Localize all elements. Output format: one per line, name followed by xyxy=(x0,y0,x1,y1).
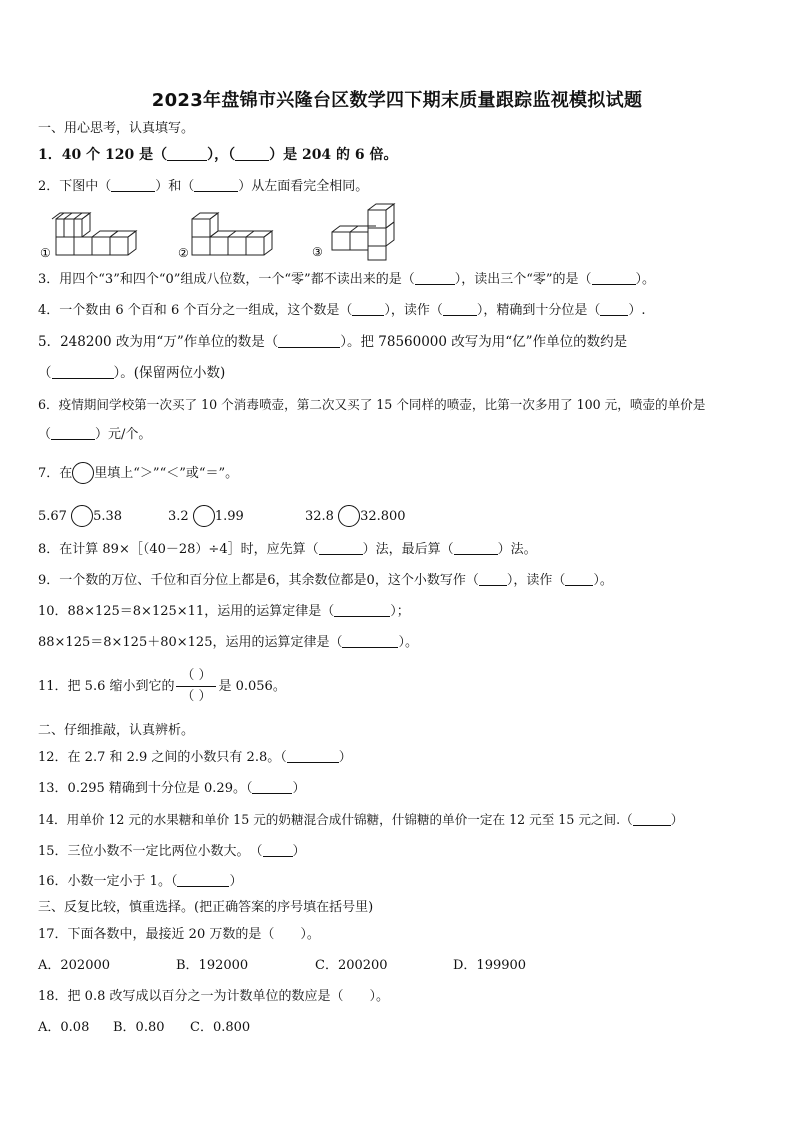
page-title: 2023年盘锦市兴隆台区数学四下期末质量跟踪监视模拟试题 xyxy=(151,90,643,111)
question-14: 14．用单价 12 元的水果糖和单价 15 元的奶糖混合成什锦糖，什锦糖的单价一定在 12 元至 15 元之间.（ ） xyxy=(38,812,684,827)
question-9: 9．一个数的万位、千位和百分位上都是6，其余数位都是0，这个小数写作（ ），读作（ ）。 xyxy=(38,573,613,588)
question-10: 10．88×125＝8×125×11，运用的运算定律是（ ）； xyxy=(38,604,410,619)
section-2-heading: 二、仔细推敲，认真辨析。 xyxy=(38,723,195,738)
question-18-options-c xyxy=(190,1019,250,1037)
cube-figure-2 xyxy=(176,205,276,261)
cube-figure-3 xyxy=(310,200,410,262)
compare-circle[interactable] xyxy=(71,505,93,527)
question-15: 15．三位小数不一定比两位小数大。 （ ） xyxy=(38,844,306,859)
answer-blank[interactable] xyxy=(194,178,238,192)
option-a[interactable]: A．0.08 xyxy=(38,1020,90,1035)
answer-blank[interactable] xyxy=(111,178,155,192)
question-7: 7．在 里填上“＞”“＜”或“＝”。 xyxy=(38,462,238,484)
question-17-options xyxy=(38,957,110,975)
option-c[interactable]: C．200200 xyxy=(315,958,388,973)
answer-blank[interactable] xyxy=(235,147,269,161)
question-18-options-b xyxy=(113,1019,165,1037)
answer-blank[interactable] xyxy=(334,603,390,617)
fraction-blank[interactable]: $\frac{( )}{( )}$ xyxy=(176,667,216,706)
question-17-options-b xyxy=(176,957,248,975)
answer-blank[interactable] xyxy=(177,873,229,887)
answer-blank[interactable] xyxy=(51,426,95,440)
answer-blank[interactable] xyxy=(454,541,498,555)
compare-circle[interactable] xyxy=(338,505,360,527)
question-17-options-c xyxy=(315,957,388,975)
compare-circle xyxy=(72,462,94,484)
question-2: 2．下图中（ ）和（ ）从左面看完全相同。 xyxy=(38,179,369,194)
question-6: 6．疫情期间学校第一次买了 10 个消毒喷壶，第二次又买了 15 个同样的喷壶，比第一次多用了 100 元，喷壶的单价是 xyxy=(38,397,706,412)
question-7-items-2: 3.2 1.99 xyxy=(168,505,244,527)
answer-blank[interactable] xyxy=(565,572,593,586)
answer-blank[interactable] xyxy=(415,271,455,285)
question-7-items: 5.67 5.38 xyxy=(38,505,122,527)
question-10-cont: 88×125＝8×125＋80×125，运用的运算定律是（ ）。 xyxy=(38,635,418,650)
option-b[interactable]: B．192000 xyxy=(176,958,249,973)
section-1-heading: 一、用心思考，认真填写。 xyxy=(38,121,195,136)
question-7-items-3: 32.8 32.800 xyxy=(305,505,406,527)
answer-blank[interactable] xyxy=(352,302,384,316)
answer-blank[interactable] xyxy=(592,271,636,285)
figure-label-2: ② xyxy=(178,246,189,260)
question-12: 12．在 2.7 和 2.9 之间的小数只有 2.8。（ ） xyxy=(38,750,352,765)
answer-blank[interactable] xyxy=(252,780,292,794)
question-5-cont: （ ）。(保留两位小数) xyxy=(38,365,226,381)
option-b[interactable]: B．0.80 xyxy=(113,1020,165,1035)
answer-blank[interactable] xyxy=(319,541,363,555)
question-8: 8．在计算 89×［（40－28）÷4］时，应先算（ ）法，最后算（ ）法。 xyxy=(38,542,537,557)
answer-blank[interactable] xyxy=(600,302,628,316)
answer-blank[interactable] xyxy=(263,843,293,857)
answer-blank[interactable] xyxy=(287,749,339,763)
question-13: 13．0.295 精确到十分位是 0.29。（ ） xyxy=(38,781,306,796)
cube-figure-1 xyxy=(38,205,138,261)
answer-blank[interactable] xyxy=(278,334,340,348)
answer-blank[interactable] xyxy=(52,365,114,379)
answer-blank[interactable] xyxy=(342,634,398,648)
section-3-heading: 三、反复比较，慎重选择。(把正确答案的序号填在括号里) xyxy=(38,900,374,915)
option-d[interactable]: D．199900 xyxy=(453,958,527,973)
answer-blank[interactable] xyxy=(633,812,671,826)
question-5: 5．248200 改为用“万”作单位的数是（ ）。把 78560000 改写为用“亿”作单位的数约是 xyxy=(38,334,628,350)
question-11: 11．把 5.6 缩小到它的 $\frac{( )}{( )}$ 是 0.056。 xyxy=(38,668,286,704)
question-6-cont: （ ）元/个。 xyxy=(38,427,152,442)
answer-blank[interactable] xyxy=(443,302,477,316)
question-18-options xyxy=(38,1019,89,1037)
question-17-options-d xyxy=(453,957,526,975)
question-18: 18．把 0.8 改写成以百分之一为计数单位的数应是（ ）。 xyxy=(38,989,389,1004)
answer-blank[interactable] xyxy=(479,572,507,586)
option-c[interactable]: C．0.800 xyxy=(190,1020,251,1035)
figure-label-1: ① xyxy=(40,246,51,260)
question-16: 16．小数一定小于 1。（ ） xyxy=(38,874,243,889)
question-3: 3．用四个“3”和四个“0”组成八位数，一个“零”都不读出来的是（ ），读出三个“零”的是（ ）。 xyxy=(38,272,656,287)
compare-circle[interactable] xyxy=(193,505,215,527)
question-4: 4．一个数由 6 个百和 6 个百分之一组成，这个数是（ ），读作（ ），精确到十分位是（ ）. xyxy=(38,303,646,318)
answer-blank[interactable] xyxy=(167,147,207,161)
figure-label-3: ③ xyxy=(312,245,323,259)
question-17: 17．下面各数中，最接近 20 万数的是（ ）。 xyxy=(38,927,320,942)
question-1: 1．40 个 120 是（ ），（ ）是 204 的 6 倍。 xyxy=(38,147,398,163)
option-a[interactable]: A．202000 xyxy=(38,958,111,973)
